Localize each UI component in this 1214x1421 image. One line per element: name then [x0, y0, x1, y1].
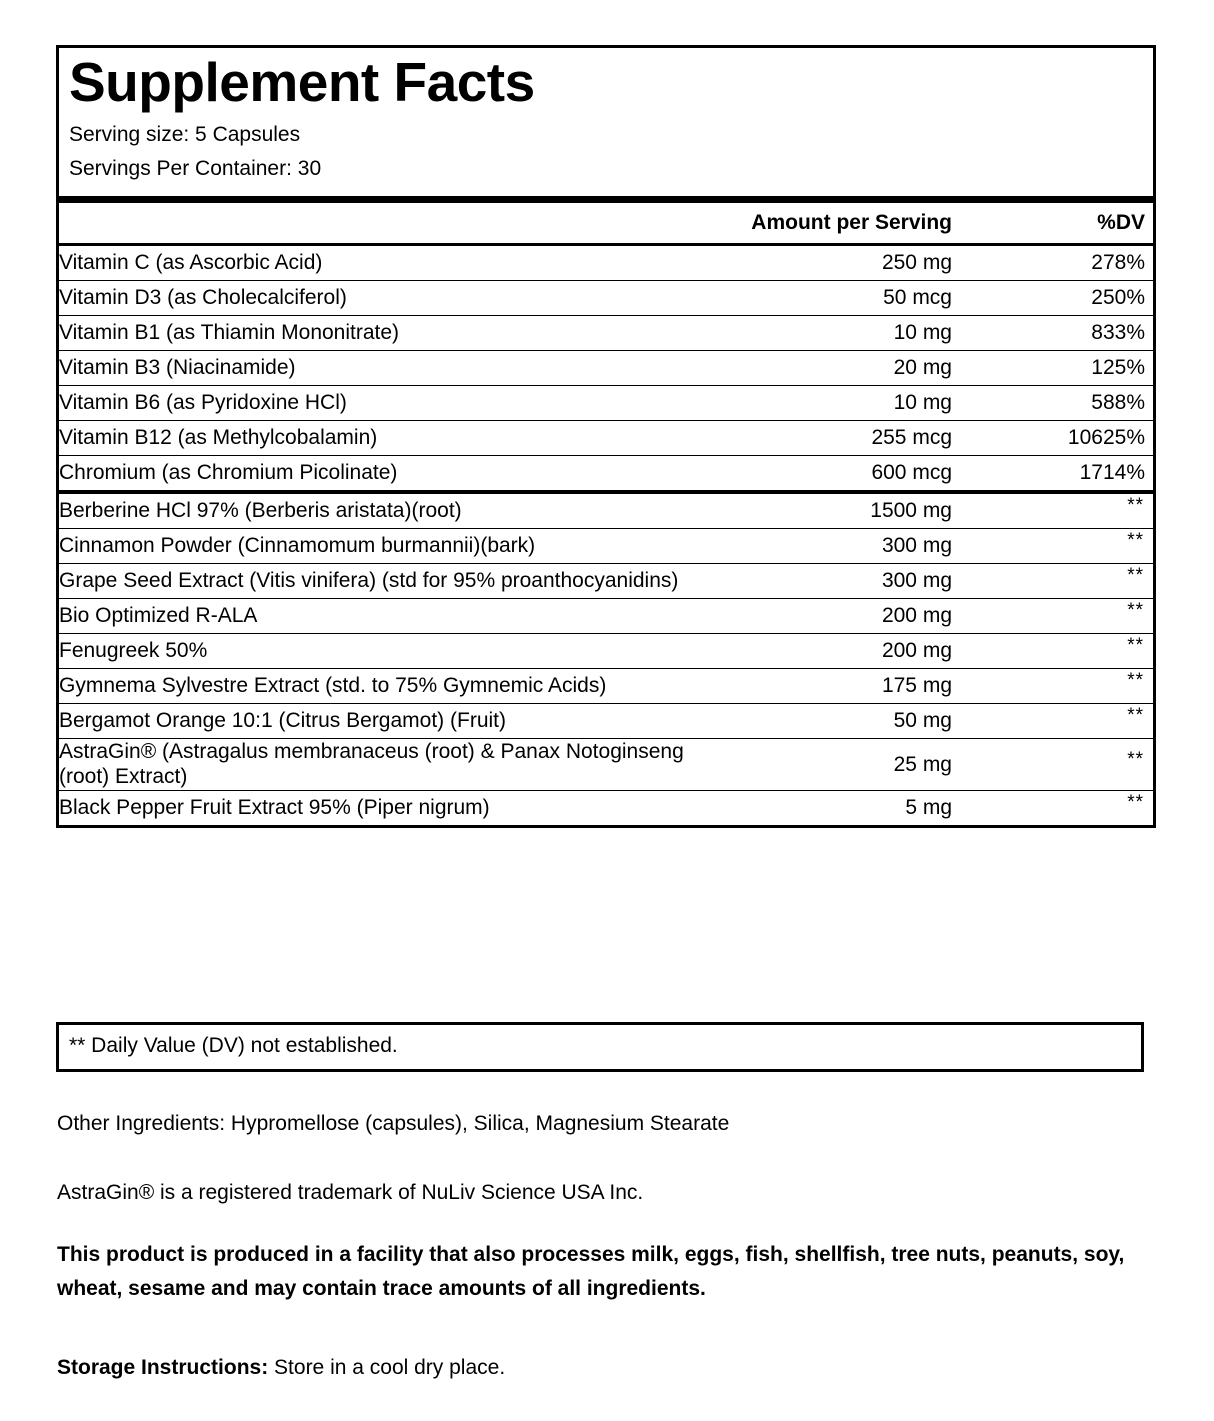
nutrient-name: Chromium (as Chromium Picolinate): [59, 460, 398, 484]
ingredient-name: Cinnamon Powder (Cinnamomum burmannii)(bark): [59, 528, 739, 563]
storage-instructions: [57, 1352, 1147, 1384]
page-title: Supplement Facts: [69, 51, 535, 113]
storage-instructions-text: Store in a cool dry place.: [274, 1356, 506, 1379]
ingredient-name: Gymnema Sylvestre Extract (std. to 75% Gymnemic Acids): [59, 668, 739, 703]
nutrient-amount: 20 mg: [739, 350, 969, 385]
ingredient-amount: 200 mg: [739, 633, 969, 668]
ingredient-dv: [969, 668, 1153, 703]
ingredient-dv: [969, 633, 1153, 668]
table-row: [59, 738, 1153, 790]
footnote-marker: **: [1127, 792, 1144, 814]
storage-instructions-label: Storage Instructions:: [57, 1356, 269, 1379]
ingredient-amount: 5 mg: [905, 796, 952, 820]
footnote-marker: **: [1127, 600, 1144, 622]
ingredient-amount: 25 mg: [739, 738, 969, 790]
ingredient-name: Bergamot Orange 10:1 (Citrus Bergamot) (Fruit): [59, 703, 739, 738]
servings-per-container-text: Servings Per Container: 30: [69, 156, 322, 180]
ingredient-amount: 300 mg: [739, 528, 969, 563]
table-row: [59, 420, 1153, 455]
ingredient-dv: [969, 494, 1153, 529]
other-ingredients-text: Other Ingredients: Hypromellose (capsules), Silica, Magnesium Stearate: [57, 1112, 730, 1135]
nutrient-amount: 10 mg: [739, 385, 969, 420]
footnote-marker: **: [1127, 670, 1144, 692]
botanical-table: [59, 494, 1153, 825]
footnote-marker: **: [1127, 748, 1144, 770]
ingredient-dv: [969, 598, 1153, 633]
table-header-row: [59, 203, 1153, 245]
table-row: [59, 633, 1153, 668]
panel-header: [59, 48, 1153, 196]
nutrient-name: Vitamin B12 (as Methylcobalamin): [59, 420, 739, 455]
nutrient-dv: 1714%: [1079, 460, 1145, 484]
allergen-warning-text: This product is produced in a facility that also processes milk, eggs, fish, shellfish, tree nuts, peanuts, soy, wheat, sesame and may contain trace amounts of all ingredients.: [57, 1243, 1125, 1301]
nutrient-dv: 833%: [969, 315, 1153, 350]
nutrient-dv: 588%: [969, 385, 1153, 420]
nutrient-amount: 255 mcg: [739, 420, 969, 455]
table-row: [59, 244, 1153, 280]
supplement-facts-panel: [56, 45, 1156, 828]
table-row: [59, 791, 1153, 826]
ingredient-name: AstraGin® (Astragalus membranaceus (root) & Panax Notoginseng (root) Extract): [59, 738, 739, 790]
nutrient-dv: 278%: [969, 244, 1153, 280]
ingredient-amount: 50 mg: [739, 703, 969, 738]
vitamins-section: [59, 244, 1153, 490]
ingredient-amount: 1500 mg: [739, 494, 969, 529]
table-row: [59, 280, 1153, 315]
column-header-amount: Amount per Serving: [739, 203, 969, 245]
table-row: [59, 598, 1153, 633]
table-row: [59, 563, 1153, 598]
ingredient-name: Black Pepper Fruit Extract 95% (Piper nigrum): [59, 796, 490, 820]
footnote-marker: **: [1127, 565, 1144, 587]
ingredient-name: Bio Optimized R-ALA: [59, 598, 739, 633]
column-header-name: [59, 203, 739, 245]
table-row: [59, 315, 1153, 350]
footnote-marker: **: [1127, 495, 1144, 517]
table-row: [59, 350, 1153, 385]
ingredient-name: Berberine HCl 97% (Berberis aristata)(root): [59, 494, 739, 529]
botanicals-section: [59, 494, 1153, 825]
footnote-marker: **: [1127, 530, 1144, 552]
footnote-marker: **: [1127, 705, 1144, 727]
table-row: [59, 703, 1153, 738]
nutrient-dv: 125%: [969, 350, 1153, 385]
nutrient-amount: 10 mg: [739, 315, 969, 350]
nutrient-dv: 10625%: [969, 420, 1153, 455]
ingredient-dv: [969, 563, 1153, 598]
nutrient-name: Vitamin B6 (as Pyridoxine HCl): [59, 385, 739, 420]
ingredient-name: Grape Seed Extract (Vitis vinifera) (std for 95% proanthocyanidins): [59, 563, 739, 598]
nutrient-name: Vitamin D3 (as Cholecalciferol): [59, 280, 739, 315]
nutrient-name: Vitamin B1 (as Thiamin Mononitrate): [59, 315, 739, 350]
serving-size-text: Serving size: 5 Capsules: [69, 122, 301, 146]
table-row: [59, 455, 1153, 490]
daily-value-note-text: ** Daily Value (DV) not established.: [69, 1034, 398, 1057]
daily-value-note-box: [56, 1022, 1144, 1072]
nutrient-name: Vitamin B3 (Niacinamide): [59, 350, 739, 385]
ingredient-amount: 300 mg: [739, 563, 969, 598]
table-row: [59, 494, 1153, 529]
ingredient-dv: [969, 703, 1153, 738]
table-row: [59, 668, 1153, 703]
nutrient-dv: 250%: [969, 280, 1153, 315]
ingredient-amount: 175 mg: [739, 668, 969, 703]
ingredient-dv: [969, 791, 1153, 826]
trademark-notice-text: AstraGin® is a registered trademark of NuLiv Science USA Inc.: [57, 1181, 644, 1204]
column-header-dv: %DV: [969, 203, 1153, 245]
ingredient-name: Fenugreek 50%: [59, 633, 739, 668]
table-row: [59, 385, 1153, 420]
nutrient-name: Vitamin C (as Ascorbic Acid): [59, 244, 739, 280]
ingredient-amount: 200 mg: [739, 598, 969, 633]
footnote-marker: **: [1127, 635, 1144, 657]
ingredient-dv: [969, 738, 1153, 790]
nutrient-amount: 250 mg: [739, 244, 969, 280]
ingredient-dv: [969, 528, 1153, 563]
table-row: [59, 528, 1153, 563]
nutrient-amount: 600 mcg: [871, 460, 952, 484]
header-divider-thick: [59, 196, 1153, 203]
nutrient-amount: 50 mcg: [739, 280, 969, 315]
nutrient-table: [59, 203, 1153, 490]
